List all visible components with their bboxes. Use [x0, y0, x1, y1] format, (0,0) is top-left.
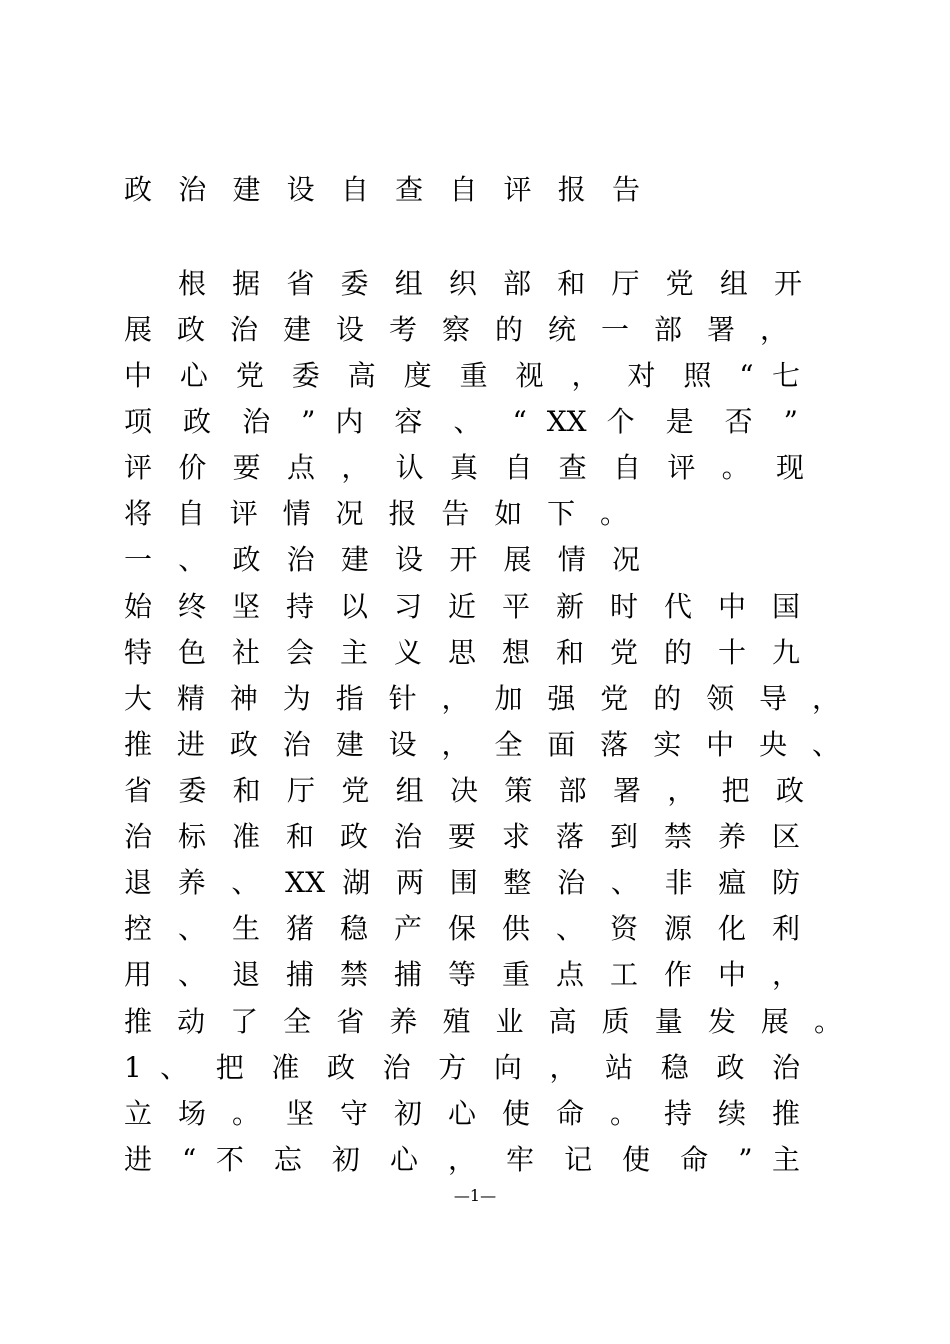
- body-line-1: 根 据 省 委 组 织 部 和 厅 党 组 开: [178, 267, 802, 300]
- body-line-14: 退 养 、 XX 湖 两 围 整 治 、 非 瘟 防: [124, 866, 800, 899]
- body-line-19: 立 场 。 坚 守 初 心 使 命 。 持 续 推: [124, 1097, 800, 1130]
- body-line-11: 推 进 政 治 建 设 ， 全 面 落 实 中 央 、: [124, 728, 840, 761]
- body-line-5: 评 价 要 点 ， 认 真 自 查 自 评 。 现: [124, 451, 804, 484]
- body-line-13: 治 标 准 和 政 治 要 求 落 到 禁 养 区: [124, 820, 800, 853]
- body-line-4: 项 政 治 ” 内 容 、 “ XX 个 是 否 ”: [124, 405, 798, 438]
- body-line-17: 推 动 了 全 省 养 殖 业 高 质 量 发 展 。: [124, 1005, 842, 1038]
- body-line-12: 省 委 和 厅 党 组 决 策 部 署 ， 把 政: [124, 774, 804, 807]
- body-line-3: 中 心 党 委 高 度 重 视 ， 对 照 “ 七: [124, 359, 800, 392]
- body-line-8: 始 终 坚 持 以 习 近 平 新 时 代 中 国: [124, 590, 800, 623]
- body-line-2: 展 政 治 建 设 考 察 的 统 一 部 署 ，: [124, 313, 788, 346]
- body-line-10: 大 精 神 为 指 针 ， 加 强 党 的 领 导 ，: [124, 682, 840, 715]
- body-line-15: 控 、 生 猪 稳 产 保 供 、 资 源 化 利: [124, 912, 800, 945]
- page-number: —1—: [453, 1186, 497, 1205]
- body-line-18: 1 、 把 准 政 治 方 向 ， 站 稳 政 治: [124, 1051, 800, 1084]
- section-heading: 一 、 政 治 建 设 开 展 情 况: [124, 543, 640, 576]
- body-line-16: 用 、 退 捕 禁 捕 等 重 点 工 作 中 ，: [124, 958, 800, 991]
- body-line-9: 特 色 社 会 主 义 思 想 和 党 的 十 九: [124, 636, 800, 669]
- document-title: 政 治 建 设 自 查 自 评 报 告: [124, 173, 640, 206]
- body-line-6: 将 自 评 情 况 报 告 如 下 。: [124, 497, 628, 530]
- body-line-20: 进 “ 不 忘 初 心 ， 牢 记 使 命 ” 主: [124, 1143, 800, 1176]
